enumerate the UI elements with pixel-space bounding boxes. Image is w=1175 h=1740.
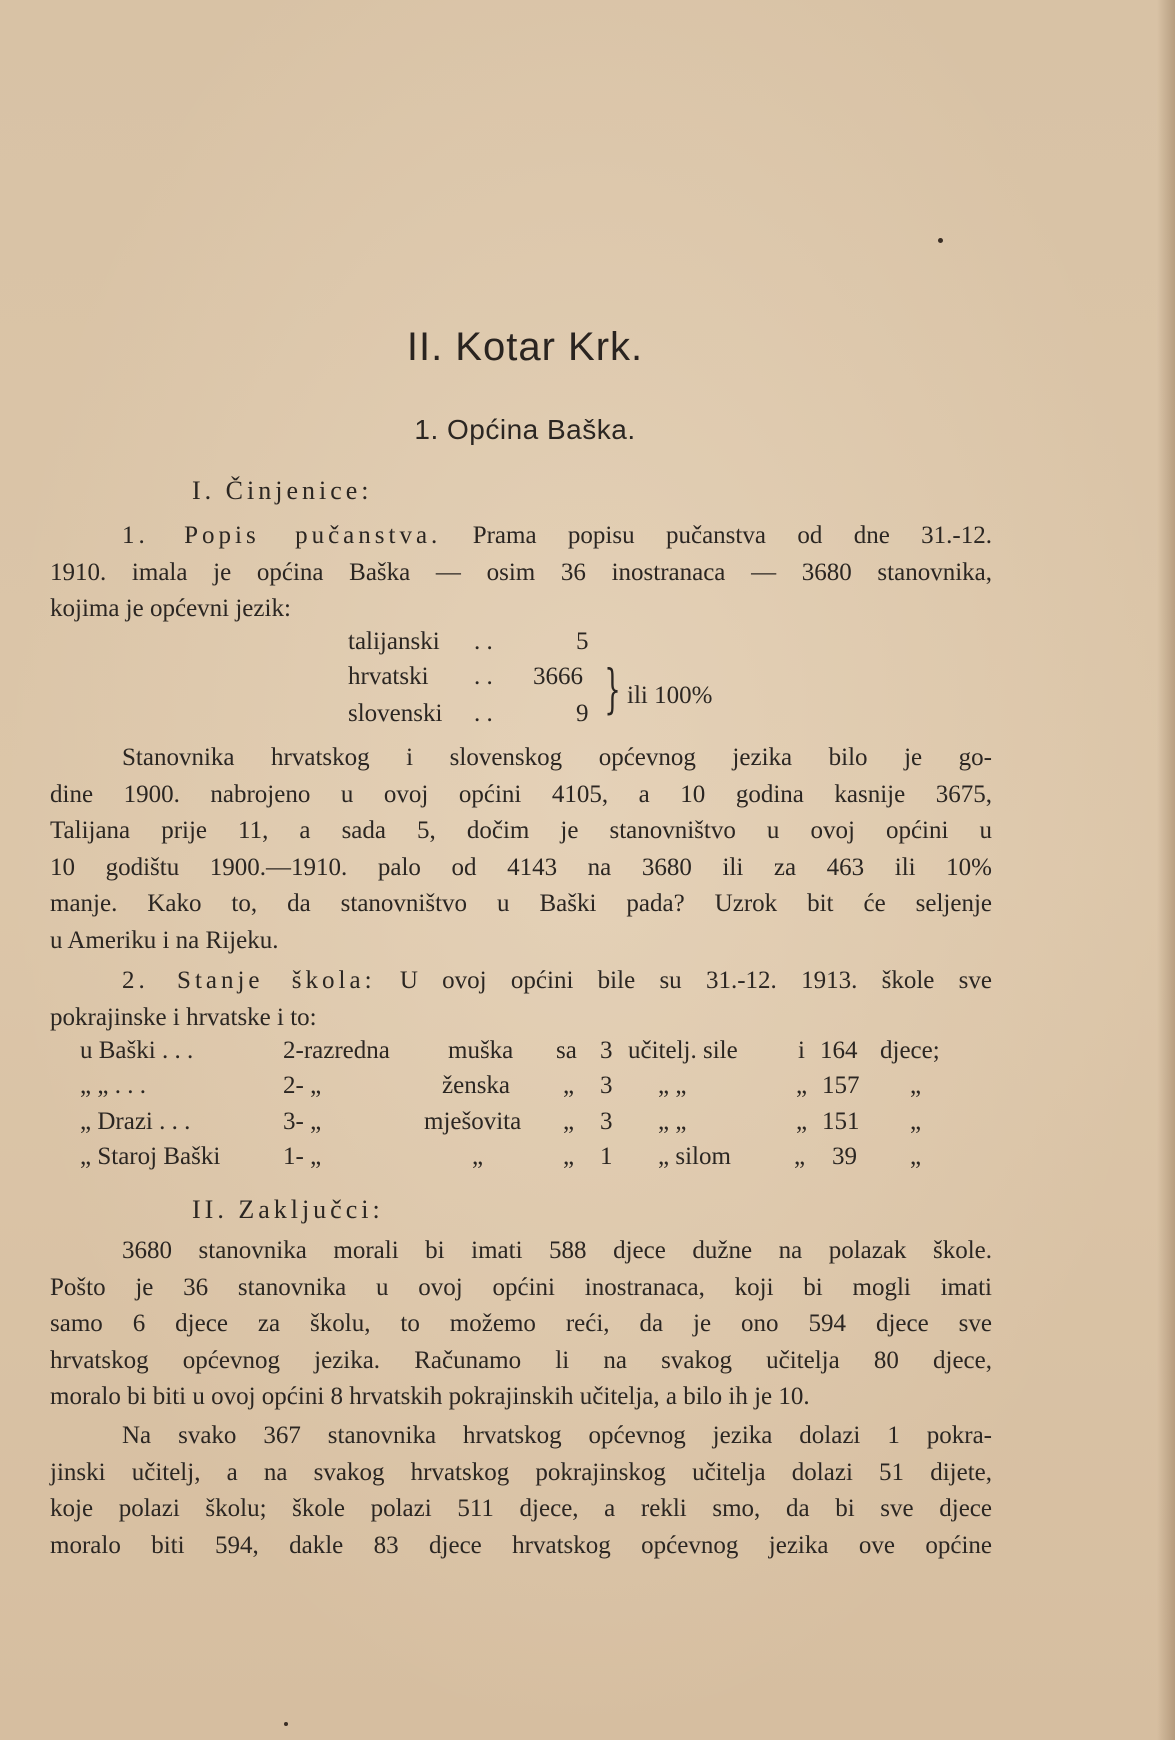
school-children: 164 [820, 1037, 858, 1064]
paragraph-line: 1. Popis pučanstva. Prama popisu pučanstva od dne 31.-12. [122, 522, 992, 549]
paragraph-line: Stanovnika hrvatskog i slovenskog općevnog jezika bilo je go- [122, 744, 992, 771]
school-unit: „ silom [658, 1143, 731, 1170]
section-heading-conclusions: II. Zaključci: [192, 1195, 384, 1224]
paragraph-line: u Ameriku i na Rijeku. [50, 926, 279, 954]
paper-speck [284, 1722, 288, 1726]
lead-population: 1. Popis pučanstva. [122, 522, 442, 549]
paragraph-line: 10 godištu 1900.—1910. palo od 4143 na 3680 ili za 463 ili 10% [50, 853, 992, 881]
school-kind: „ [472, 1143, 484, 1170]
paragraph-line: kojima je općevni jezik: [50, 595, 291, 622]
school-children: 157 [822, 1072, 860, 1099]
brace-symbol: } [604, 660, 621, 720]
paper-speck [938, 238, 943, 243]
school-teachers: 3 [600, 1037, 613, 1064]
paragraph-line: pokrajinske i hrvatske i to: [50, 1003, 317, 1031]
lead-schools: 2. Stanje škola: [122, 967, 376, 994]
school-end: „ [910, 1108, 922, 1135]
paragraph-line: 3680 stanovnika morali bi imati 588 djece dužne na polazak škole. [122, 1237, 992, 1264]
language-value: 9 [576, 700, 589, 727]
school-place: „ „ . . . [80, 1072, 146, 1099]
school-sa: sa [556, 1037, 577, 1064]
school-type: 2-razredna [283, 1037, 390, 1064]
paragraph-conclusions-1 [50, 1233, 992, 1416]
language-name: hrvatski [348, 663, 429, 690]
paragraph-inhabitants [50, 740, 992, 959]
paragraph-population [50, 518, 992, 628]
school-type: 2- „ [283, 1072, 322, 1099]
section-heading-facts: I. Činjenice: [192, 476, 373, 505]
school-unit: „ „ [658, 1108, 687, 1135]
paragraph-line: 2. Stanje škola: U ovoj općini bile su 31.-12. 1913. škole sve [122, 967, 992, 994]
school-i: „ [794, 1143, 806, 1170]
school-i: i [798, 1037, 805, 1064]
school-children: 151 [822, 1108, 860, 1135]
school-place: „ Staroj Baški [80, 1143, 221, 1170]
school-kind: muška [448, 1037, 514, 1064]
language-dots: . . [474, 700, 493, 727]
paragraph-schools [50, 963, 992, 1036]
paragraph-line: hrvatskog općevnog jezika. Računamo li na svakog učitelja 80 djece, [50, 1346, 992, 1374]
school-unit: „ „ [658, 1072, 687, 1099]
school-place: „ Drazi . . . [80, 1108, 191, 1135]
paragraph-line: manje. Kako to, da stanovništvo u Baški pada? Uzrok bit će seljenje [50, 890, 992, 917]
school-teachers: 3 [600, 1072, 613, 1099]
school-end: „ [910, 1143, 922, 1170]
school-place: u Baški . . . [80, 1037, 194, 1064]
paragraph-line: Talijana prije 11, a sada 5, dočim je stanovništvo u ovoj općini u [50, 817, 992, 844]
page-title: II. Kotar Krk. [406, 325, 644, 369]
paragraph-line: moralo biti 594, dakle 83 djece hrvatskog općevnog jezika ove općine [50, 1531, 992, 1559]
school-i: „ [796, 1072, 808, 1099]
paragraph-line: moralo bi biti u ovoj općini 8 hrvatskih pokrajinskih učitelja, a bilo ih je 10. [50, 1383, 810, 1410]
school-kind: mješovita [424, 1108, 522, 1135]
school-sa: „ [563, 1143, 575, 1170]
language-dots: . . [474, 628, 493, 655]
language-dots: . . [474, 663, 493, 690]
school-sa: „ [563, 1108, 575, 1135]
school-kind: ženska [442, 1072, 511, 1099]
paragraph-line: koje polazi školu; škole polazi 511 djece, a rekli smo, da bi sve djece [50, 1495, 992, 1522]
paragraph-line: Na svako 367 stanovnika hrvatskog općevnog jezika dolazi 1 pokra- [122, 1422, 992, 1449]
paragraph-line: jinski učitelj, a na svakog hrvatskog pokrajinskog učitelja dolazi 51 dijete, [50, 1458, 992, 1486]
paragraph-line: Pošto je 36 stanovnika u ovoj općini inostranaca, koji bi mogli imati [50, 1273, 992, 1301]
language-name: slovenski [348, 700, 443, 727]
language-value: 3666 [533, 663, 583, 690]
paragraph-line: samo 6 djece za školu, to možemo reći, da je ono 594 djece sve [50, 1310, 992, 1337]
school-children: 39 [832, 1143, 857, 1170]
paragraph-conclusions-2 [50, 1418, 992, 1564]
school-end: djece; [880, 1037, 940, 1064]
school-sa: „ [563, 1072, 575, 1099]
school-type: 1- „ [283, 1143, 322, 1170]
language-value: 5 [576, 628, 589, 655]
school-i: „ [796, 1108, 808, 1135]
school-type: 3- „ [283, 1108, 322, 1135]
school-teachers: 3 [600, 1108, 613, 1135]
school-end: „ [910, 1072, 922, 1099]
language-name: talijanski [348, 628, 440, 655]
paragraph-line: 1910. imala je općina Baška — osim 36 inostranaca — 3680 stanovnika, [50, 558, 992, 586]
school-teachers: 1 [600, 1143, 613, 1170]
language-total: ili 100% [627, 682, 713, 709]
page-subtitle: 1. Općina Baška. [414, 414, 636, 445]
paragraph-line: dine 1900. nabrojeno u ovoj općini 4105, a 10 godina kasnije 3675, [50, 780, 992, 808]
school-unit: učitelj. sile [628, 1037, 738, 1064]
